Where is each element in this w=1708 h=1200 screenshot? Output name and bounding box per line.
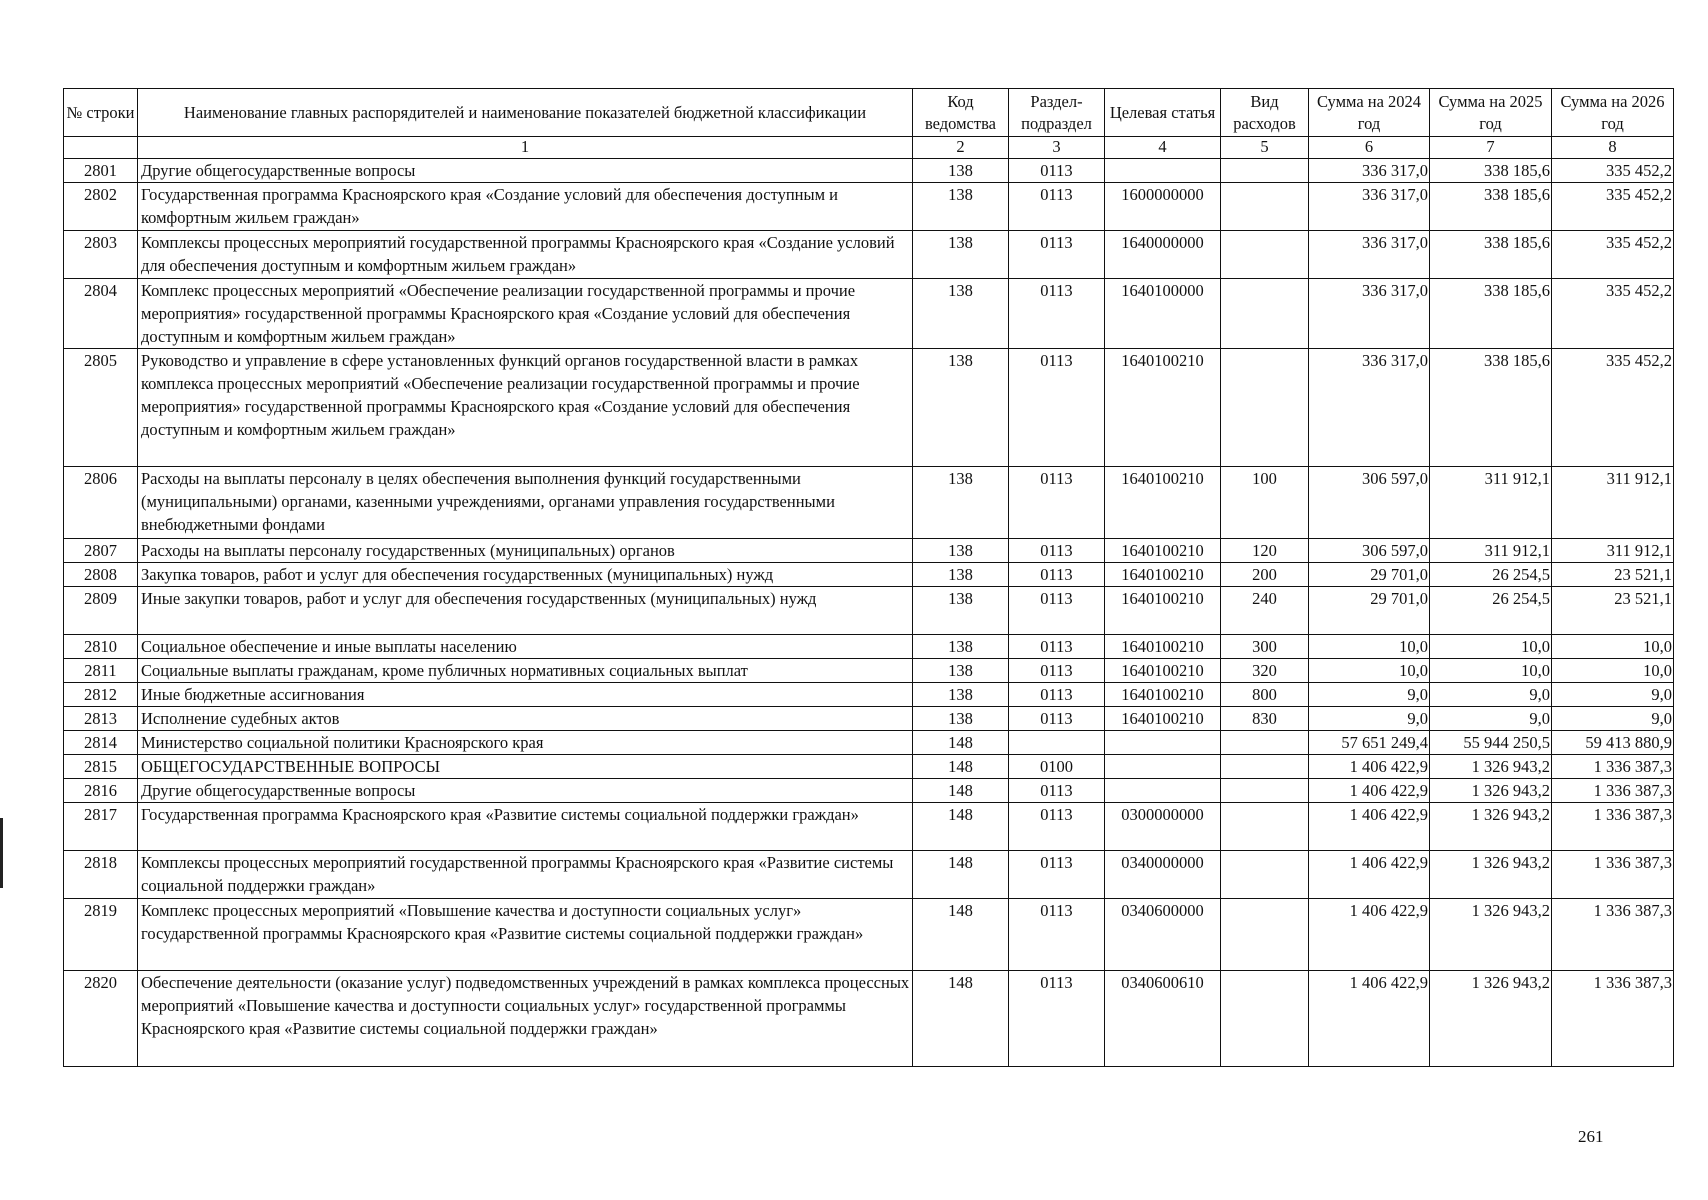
row-name: Комплекс процессных мероприятий «Обеспечение реализации государственной программы и прочие мероприятия» государственной программы Красноярского края «Создание условий для обеспечения доступным и комфортным жильем граждан» (138, 279, 913, 349)
row-name: Другие общегосударственные вопросы (138, 779, 913, 803)
row-target: 1640100210 (1105, 635, 1221, 659)
row-target: 1640100210 (1105, 707, 1221, 731)
table-row (64, 349, 1674, 467)
row-sum-2025: 1 326 943,2 (1430, 779, 1552, 803)
header-dept-code: Код ведомства (913, 89, 1009, 137)
table-row (64, 231, 1674, 279)
row-target (1105, 779, 1221, 803)
row-sum-2025: 338 185,6 (1430, 349, 1552, 467)
row-expense-type (1221, 755, 1309, 779)
column-number: 8 (1552, 137, 1674, 159)
row-expense-type: 320 (1221, 659, 1309, 683)
table-row (64, 563, 1674, 587)
row-sum-2024: 10,0 (1309, 659, 1430, 683)
budget-table (63, 88, 1674, 1067)
row-sum-2025: 1 326 943,2 (1430, 971, 1552, 1067)
column-number (64, 137, 138, 159)
header-name: Наименование главных распорядителей и наименование показателей бюджетной классификации (138, 89, 913, 137)
row-sum-2025: 311 912,1 (1430, 539, 1552, 563)
row-sum-2025: 338 185,6 (1430, 279, 1552, 349)
row-number: 2812 (64, 683, 138, 707)
row-sum-2025: 338 185,6 (1430, 183, 1552, 231)
row-name: Комплексы процессных мероприятий государственной программы Красноярского края «Развитие системы социальной поддержки граждан» (138, 851, 913, 899)
row-name: Государственная программа Красноярского края «Создание условий для обеспечения доступным и комфортным жильем граждан» (138, 183, 913, 231)
row-expense-type (1221, 279, 1309, 349)
row-sum-2025: 26 254,5 (1430, 563, 1552, 587)
row-name: Другие общегосударственные вопросы (138, 159, 913, 183)
row-sum-2024: 10,0 (1309, 635, 1430, 659)
row-sum-2025: 1 326 943,2 (1430, 755, 1552, 779)
row-name: Обеспечение деятельности (оказание услуг) подведомственных учреждений в рамках комплекса процессных мероприятий «Повышение качества и доступности социальных услуг» государственной программы Красноярского края «Развитие системы социальной поддержки граждан» (138, 971, 913, 1067)
row-section: 0113 (1009, 231, 1105, 279)
row-sum-2026: 335 452,2 (1552, 231, 1674, 279)
row-sum-2024: 1 406 422,9 (1309, 899, 1430, 971)
row-expense-type: 200 (1221, 563, 1309, 587)
row-sum-2025: 1 326 943,2 (1430, 803, 1552, 851)
row-name: Комплексы процессных мероприятий государственной программы Красноярского края «Создание условий для обеспечения доступным и комфортным жильем граждан» (138, 231, 913, 279)
row-sum-2024: 9,0 (1309, 683, 1430, 707)
row-target: 0340600610 (1105, 971, 1221, 1067)
row-section: 0113 (1009, 563, 1105, 587)
row-sum-2026: 1 336 387,3 (1552, 899, 1674, 971)
row-target: 1640100000 (1105, 279, 1221, 349)
table-row (64, 851, 1674, 899)
row-expense-type: 800 (1221, 683, 1309, 707)
row-expense-type (1221, 779, 1309, 803)
row-sum-2026: 10,0 (1552, 635, 1674, 659)
row-sum-2026: 1 336 387,3 (1552, 803, 1674, 851)
row-number: 2806 (64, 467, 138, 539)
row-sum-2026: 9,0 (1552, 683, 1674, 707)
row-name: ОБЩЕГОСУДАРСТВЕННЫЕ ВОПРОСЫ (138, 755, 913, 779)
row-sum-2026: 1 336 387,3 (1552, 755, 1674, 779)
row-dept-code: 148 (913, 779, 1009, 803)
row-number: 2802 (64, 183, 138, 231)
row-sum-2026: 311 912,1 (1552, 467, 1674, 539)
row-name: Социальные выплаты гражданам, кроме публичных нормативных социальных выплат (138, 659, 913, 683)
row-sum-2026: 23 521,1 (1552, 587, 1674, 635)
row-dept-code: 148 (913, 731, 1009, 755)
table-row (64, 899, 1674, 971)
row-dept-code: 138 (913, 659, 1009, 683)
row-name: Руководство и управление в сфере установленных функций органов государственной власти в рамках комплекса процессных мероприятий «Обеспечение реализации государственной программы и прочие мероприятия» государственной программы Красноярского края «Создание условий для обеспечения доступным и комфортным жильем граждан» (138, 349, 913, 467)
row-dept-code: 138 (913, 707, 1009, 731)
header-sum-2024: Сумма на 2024 год (1309, 89, 1430, 137)
row-target: 1640000000 (1105, 231, 1221, 279)
row-sum-2025: 311 912,1 (1430, 467, 1552, 539)
table-row (64, 971, 1674, 1067)
row-sum-2026: 23 521,1 (1552, 563, 1674, 587)
row-expense-type: 830 (1221, 707, 1309, 731)
row-name: Государственная программа Красноярского края «Развитие системы социальной поддержки граждан» (138, 803, 913, 851)
row-target: 1640100210 (1105, 659, 1221, 683)
row-dept-code: 148 (913, 899, 1009, 971)
row-section: 0113 (1009, 707, 1105, 731)
row-number: 2820 (64, 971, 138, 1067)
row-section: 0113 (1009, 851, 1105, 899)
column-number: 2 (913, 137, 1009, 159)
row-expense-type: 100 (1221, 467, 1309, 539)
row-dept-code: 138 (913, 231, 1009, 279)
table-row (64, 779, 1674, 803)
row-expense-type (1221, 231, 1309, 279)
row-section: 0113 (1009, 659, 1105, 683)
header-expense-type: Вид расходов (1221, 89, 1309, 137)
row-sum-2024: 1 406 422,9 (1309, 755, 1430, 779)
table-row (64, 279, 1674, 349)
row-sum-2024: 336 317,0 (1309, 231, 1430, 279)
row-number: 2816 (64, 779, 138, 803)
row-name: Министерство социальной политики Красноярского края (138, 731, 913, 755)
table-row (64, 731, 1674, 755)
row-sum-2024: 336 317,0 (1309, 349, 1430, 467)
row-sum-2026: 335 452,2 (1552, 349, 1674, 467)
row-section: 0113 (1009, 159, 1105, 183)
row-expense-type (1221, 183, 1309, 231)
column-number: 3 (1009, 137, 1105, 159)
row-sum-2024: 1 406 422,9 (1309, 851, 1430, 899)
row-expense-type (1221, 349, 1309, 467)
row-sum-2026: 335 452,2 (1552, 159, 1674, 183)
row-number: 2805 (64, 349, 138, 467)
row-sum-2024: 306 597,0 (1309, 467, 1430, 539)
row-dept-code: 148 (913, 755, 1009, 779)
row-section: 0113 (1009, 635, 1105, 659)
row-name: Комплекс процессных мероприятий «Повышение качества и доступности социальных услуг» государственной программы Красноярского края «Развитие системы социальной поддержки граждан» (138, 899, 913, 971)
header-section: Раздел-подраздел (1009, 89, 1105, 137)
row-number: 2813 (64, 707, 138, 731)
table-row (64, 659, 1674, 683)
table-row (64, 539, 1674, 563)
header-sum-2025: Сумма на 2025 год (1430, 89, 1552, 137)
row-number: 2814 (64, 731, 138, 755)
row-number: 2817 (64, 803, 138, 851)
header-row (64, 89, 1674, 137)
row-sum-2026: 335 452,2 (1552, 183, 1674, 231)
table-row (64, 159, 1674, 183)
row-section: 0113 (1009, 683, 1105, 707)
row-target: 1640100210 (1105, 587, 1221, 635)
row-section: 0113 (1009, 779, 1105, 803)
row-dept-code: 148 (913, 851, 1009, 899)
row-dept-code: 138 (913, 539, 1009, 563)
row-number: 2804 (64, 279, 138, 349)
row-dept-code: 138 (913, 279, 1009, 349)
column-number: 5 (1221, 137, 1309, 159)
row-number: 2818 (64, 851, 138, 899)
row-sum-2025: 9,0 (1430, 707, 1552, 731)
row-sum-2024: 29 701,0 (1309, 563, 1430, 587)
row-sum-2024: 57 651 249,4 (1309, 731, 1430, 755)
row-section: 0113 (1009, 467, 1105, 539)
column-number: 7 (1430, 137, 1552, 159)
row-section: 0113 (1009, 587, 1105, 635)
row-target (1105, 755, 1221, 779)
row-section: 0113 (1009, 539, 1105, 563)
row-number: 2811 (64, 659, 138, 683)
row-sum-2026: 1 336 387,3 (1552, 971, 1674, 1067)
row-number: 2815 (64, 755, 138, 779)
header-target: Целевая статья (1105, 89, 1221, 137)
column-number: 4 (1105, 137, 1221, 159)
row-section (1009, 731, 1105, 755)
row-dept-code: 148 (913, 803, 1009, 851)
row-expense-type: 300 (1221, 635, 1309, 659)
row-sum-2024: 336 317,0 (1309, 183, 1430, 231)
row-name: Исполнение судебных актов (138, 707, 913, 731)
header-row-no: № строки (64, 89, 138, 137)
row-section: 0100 (1009, 755, 1105, 779)
row-expense-type (1221, 851, 1309, 899)
row-name: Закупка товаров, работ и услуг для обеспечения государственных (муниципальных) нужд (138, 563, 913, 587)
row-sum-2025: 26 254,5 (1430, 587, 1552, 635)
row-expense-type (1221, 803, 1309, 851)
row-sum-2026: 1 336 387,3 (1552, 851, 1674, 899)
row-sum-2025: 1 326 943,2 (1430, 899, 1552, 971)
row-dept-code: 148 (913, 971, 1009, 1067)
row-sum-2026: 10,0 (1552, 659, 1674, 683)
row-sum-2025: 9,0 (1430, 683, 1552, 707)
row-dept-code: 138 (913, 587, 1009, 635)
row-section: 0113 (1009, 971, 1105, 1067)
row-dept-code: 138 (913, 349, 1009, 467)
page-number: 261 (1578, 1127, 1604, 1146)
row-expense-type: 240 (1221, 587, 1309, 635)
row-section: 0113 (1009, 899, 1105, 971)
row-number: 2809 (64, 587, 138, 635)
row-dept-code: 138 (913, 159, 1009, 183)
row-dept-code: 138 (913, 563, 1009, 587)
row-target: 0340000000 (1105, 851, 1221, 899)
row-number: 2807 (64, 539, 138, 563)
row-number: 2810 (64, 635, 138, 659)
row-target: 1640100210 (1105, 539, 1221, 563)
row-sum-2024: 1 406 422,9 (1309, 971, 1430, 1067)
row-sum-2026: 335 452,2 (1552, 279, 1674, 349)
row-sum-2024: 9,0 (1309, 707, 1430, 731)
column-number: 6 (1309, 137, 1430, 159)
table-row (64, 635, 1674, 659)
row-sum-2024: 306 597,0 (1309, 539, 1430, 563)
row-number: 2803 (64, 231, 138, 279)
row-target: 1640100210 (1105, 467, 1221, 539)
row-name: Расходы на выплаты персоналу в целях обеспечения выполнения функций государственными (муниципальными) органами, казенными учреждениями, органами управления государственными внебюджетными фондами (138, 467, 913, 539)
row-sum-2026: 59 413 880,9 (1552, 731, 1674, 755)
table-row (64, 803, 1674, 851)
table-body (64, 159, 1674, 1067)
row-sum-2025: 338 185,6 (1430, 159, 1552, 183)
table-row (64, 587, 1674, 635)
row-sum-2026: 1 336 387,3 (1552, 779, 1674, 803)
row-target (1105, 159, 1221, 183)
row-name: Социальное обеспечение и иные выплаты населению (138, 635, 913, 659)
row-dept-code: 138 (913, 467, 1009, 539)
row-expense-type (1221, 159, 1309, 183)
row-sum-2024: 1 406 422,9 (1309, 803, 1430, 851)
row-target (1105, 731, 1221, 755)
column-number: 1 (138, 137, 913, 159)
row-dept-code: 138 (913, 635, 1009, 659)
row-sum-2024: 336 317,0 (1309, 159, 1430, 183)
row-sum-2026: 9,0 (1552, 707, 1674, 731)
row-section: 0113 (1009, 183, 1105, 231)
row-expense-type (1221, 731, 1309, 755)
row-number: 2808 (64, 563, 138, 587)
row-target: 1640100210 (1105, 563, 1221, 587)
row-sum-2025: 338 185,6 (1430, 231, 1552, 279)
table-row (64, 707, 1674, 731)
row-expense-type (1221, 899, 1309, 971)
table-row (64, 755, 1674, 779)
table-row (64, 467, 1674, 539)
margin-mark (0, 818, 3, 888)
row-sum-2024: 29 701,0 (1309, 587, 1430, 635)
row-target: 0300000000 (1105, 803, 1221, 851)
row-sum-2025: 10,0 (1430, 635, 1552, 659)
row-name: Иные бюджетные ассигнования (138, 683, 913, 707)
header-sum-2026: Сумма на 2026 год (1552, 89, 1674, 137)
row-sum-2026: 311 912,1 (1552, 539, 1674, 563)
column-number-row (64, 137, 1674, 159)
row-target: 1600000000 (1105, 183, 1221, 231)
table-row (64, 183, 1674, 231)
row-target: 1640100210 (1105, 683, 1221, 707)
row-sum-2025: 1 326 943,2 (1430, 851, 1552, 899)
row-dept-code: 138 (913, 683, 1009, 707)
row-sum-2024: 1 406 422,9 (1309, 779, 1430, 803)
row-section: 0113 (1009, 803, 1105, 851)
row-name: Иные закупки товаров, работ и услуг для обеспечения государственных (муниципальных) нужд (138, 587, 913, 635)
table-row (64, 683, 1674, 707)
row-sum-2025: 55 944 250,5 (1430, 731, 1552, 755)
row-expense-type (1221, 971, 1309, 1067)
row-target: 0340600000 (1105, 899, 1221, 971)
row-dept-code: 138 (913, 183, 1009, 231)
row-sum-2025: 10,0 (1430, 659, 1552, 683)
row-name: Расходы на выплаты персоналу государственных (муниципальных) органов (138, 539, 913, 563)
row-target: 1640100210 (1105, 349, 1221, 467)
row-sum-2024: 336 317,0 (1309, 279, 1430, 349)
row-expense-type: 120 (1221, 539, 1309, 563)
row-section: 0113 (1009, 349, 1105, 467)
row-section: 0113 (1009, 279, 1105, 349)
row-number: 2819 (64, 899, 138, 971)
row-number: 2801 (64, 159, 138, 183)
